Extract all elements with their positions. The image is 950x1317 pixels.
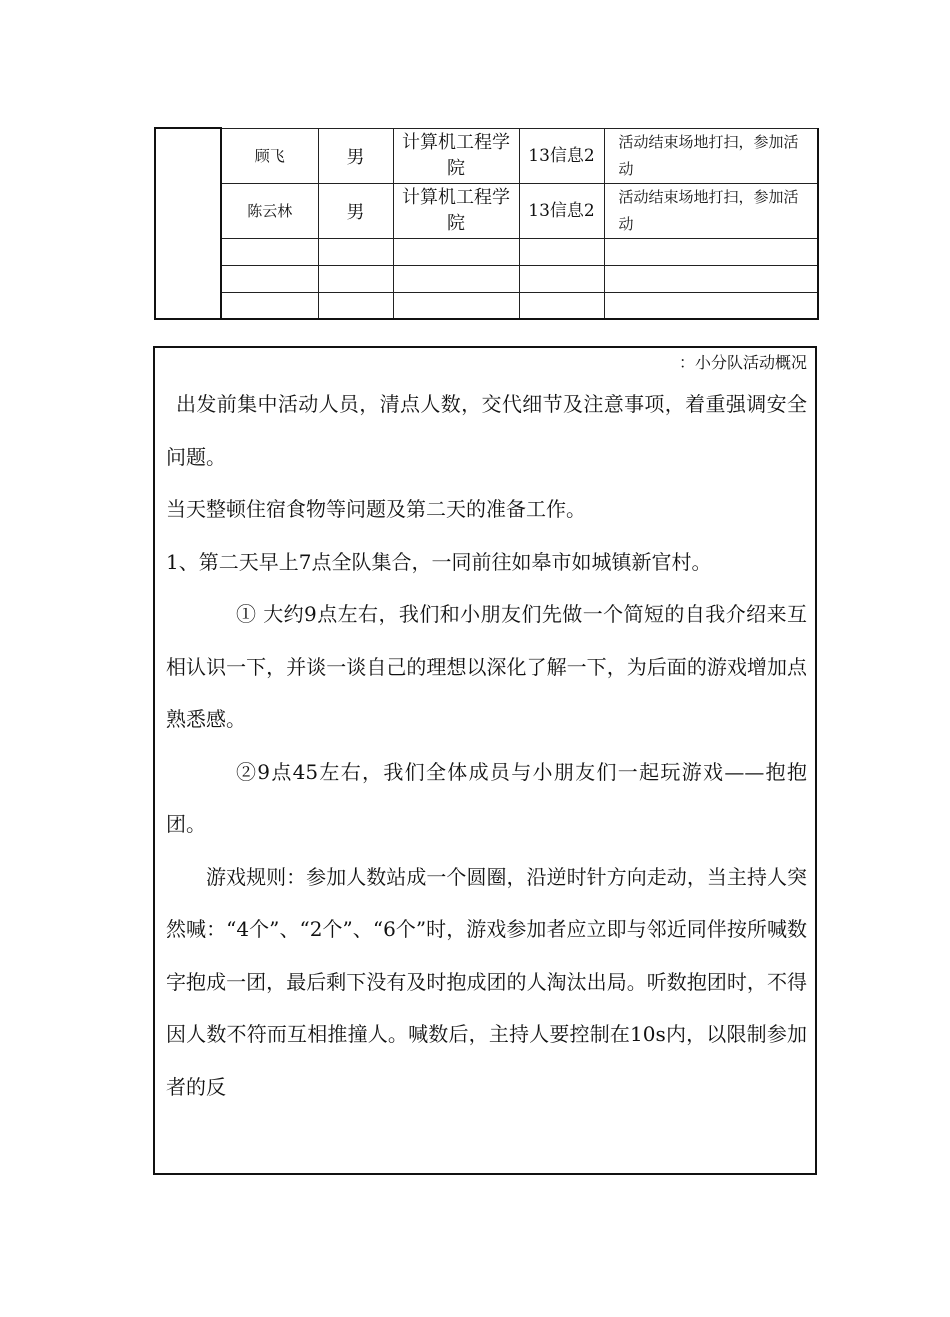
empty-cell [318, 238, 393, 265]
overview-body [166, 378, 807, 1113]
paragraph-day-two: 1、第二天早上7点全队集合，一同前往如皋市如城镇新官村。 [166, 549, 712, 574]
empty-table-row [155, 238, 818, 265]
member-name: 陈云林 [221, 183, 318, 238]
member-class: 13信息2 [519, 183, 604, 238]
empty-cell [393, 238, 519, 265]
empty-cell [221, 238, 318, 265]
empty-cell [393, 265, 519, 292]
member-college: 计算机工程学院 [393, 183, 519, 238]
merged-label-cell [155, 128, 221, 319]
members-table [154, 127, 819, 320]
table-row [155, 183, 818, 238]
empty-table-row [155, 292, 818, 319]
paragraph-introduction: ① 大约9点左右，我们和小朋友们先做一个简短的自我介绍来互相认识一下，并谈一谈自己的理想以深化了解一下，为后面的游戏增加点熟悉感。 [166, 602, 807, 731]
empty-cell [318, 292, 393, 319]
member-gender: 男 [318, 183, 393, 238]
member-college: 计算机工程学院 [393, 128, 519, 183]
member-task: 活动结束场地打扫，参加活动 [604, 183, 818, 238]
empty-cell [318, 265, 393, 292]
paragraph-game: ②9点45左右，我们全体成员与小朋友们一起玩游戏——抱抱团。 [166, 759, 807, 836]
empty-table-row [155, 265, 818, 292]
paragraph-lodging: 当天整顿住宿食物等问题及第二天的准备工作。 [166, 497, 586, 521]
empty-cell [519, 292, 604, 319]
activity-overview-box [153, 346, 817, 1175]
empty-cell [604, 238, 818, 265]
member-class: 13信息2 [519, 128, 604, 183]
member-name: 顾飞 [221, 128, 318, 183]
empty-cell [604, 265, 818, 292]
member-task: 活动结束场地打扫，参加活动 [604, 128, 818, 183]
empty-cell [221, 292, 318, 319]
member-gender: 男 [318, 128, 393, 183]
empty-cell [604, 292, 818, 319]
empty-cell [519, 238, 604, 265]
empty-cell [519, 265, 604, 292]
overview-header: ：小分队活动概况 [678, 353, 807, 372]
empty-cell [393, 292, 519, 319]
paragraph-departure: 出发前集中活动人员，清点人数，交代细节及注意事项，着重强调安全问题。 [166, 392, 807, 469]
table-row [155, 128, 818, 183]
paragraph-game-rules: 游戏规则：参加人数站成一个圆圈，沿逆时针方向走动，当主持人突然喊：“4个”、“2个”、“6个”时，游戏参加者应立即与邻近同伴按所喊数字抱成一团，最后剩下没有及时抱成团的人淘汰出局。听数抱团时，不得因人数不符而互相推撞人。喊数后，主持人要控制在10s内，以限制参加者的反 [166, 864, 807, 1099]
empty-cell [221, 265, 318, 292]
